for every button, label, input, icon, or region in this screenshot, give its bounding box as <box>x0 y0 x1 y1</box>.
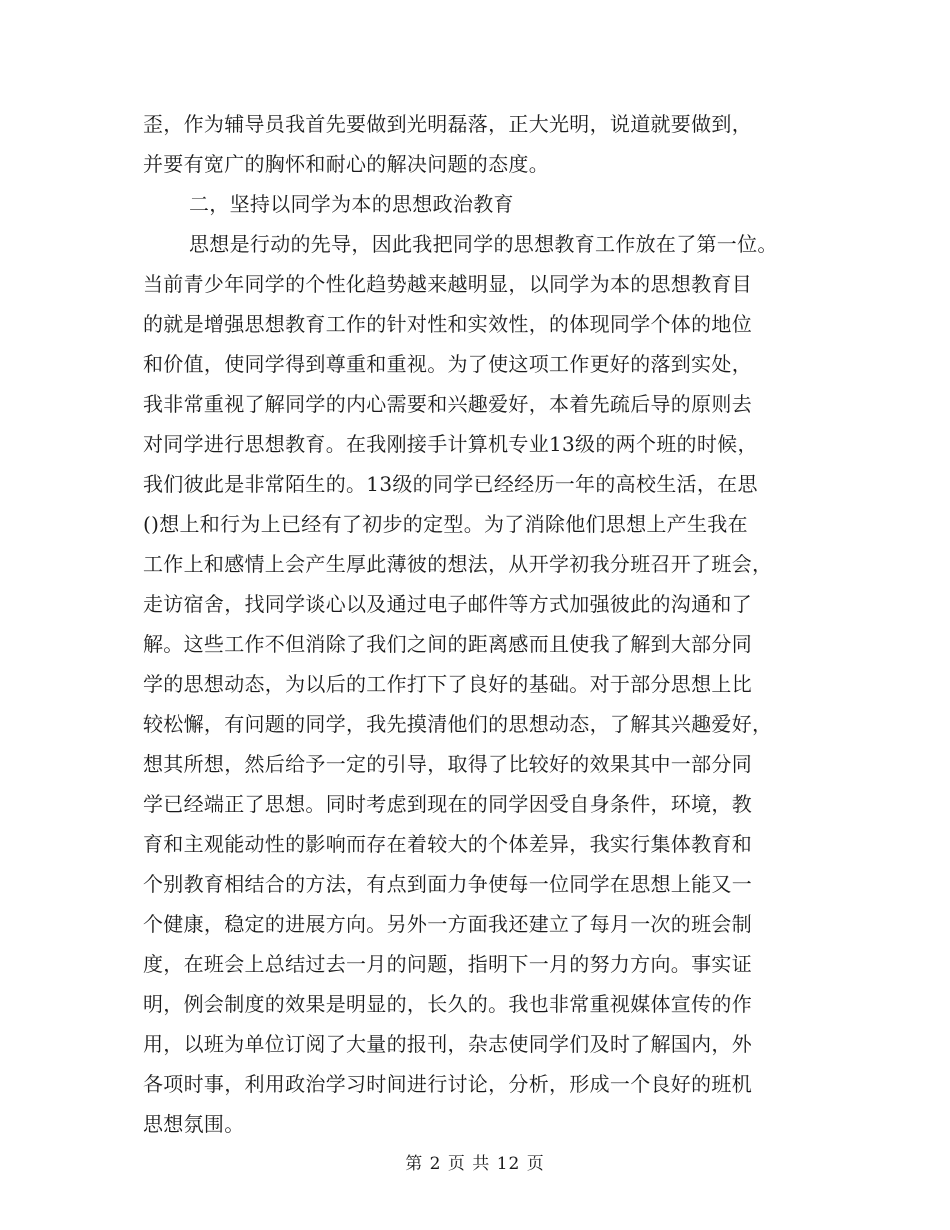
text-line: 用，以班为单位订阅了大量的报刊，杂志使同学们及时了解国内，外 <box>143 1032 752 1056</box>
text-line: 各项时事，利用政治学习时间进行讨论，分析，形成一个良好的班机 <box>143 1072 752 1096</box>
text-line: 的就是增强思想教育工作的针对性和实效性，的体现同学个体的地位 <box>143 312 752 336</box>
paragraph-first-line: 思想是行动的先导，因此我把同学的思想教育工作放在了第一位。 <box>189 232 778 256</box>
text-line: 度，在班会上总结过去一月的问题，指明下一月的努力方向。事实证 <box>143 952 752 976</box>
text-line: 和价值，使同学得到尊重和重视。为了使这项工作更好的落到实处， <box>143 352 752 376</box>
text-line: 我们彼此是非常陌生的。13级的同学已经经历一年的高校生活，在思 <box>143 472 758 496</box>
text-line: 并要有宽广的胸怀和耐心的解决问题的态度。 <box>143 152 549 176</box>
text-line: 明，例会制度的效果是明显的，长久的。我也非常重视媒体宣传的作 <box>143 992 752 1016</box>
text-line: ()想上和行为上已经有了初步的定型。为了消除他们思想上产生我在 <box>143 512 748 536</box>
text-line: 解。这些工作不但消除了我们之间的距离感而且使我了解到大部分同 <box>143 632 752 656</box>
text-line: 想其所想，然后给予一定的引导，取得了比较好的效果其中一部分同 <box>143 752 752 776</box>
text-line: 育和主观能动性的影响而存在着较大的个体差异，我实行集体教育和 <box>143 832 752 856</box>
text-line: 个健康，稳定的进展方向。另外一方面我还建立了每月一次的班会制 <box>143 912 752 936</box>
page-number-footer: 第 2 页 共 12 页 <box>405 1154 545 1174</box>
text-line: 当前青少年同学的个性化趋势越来越明显，以同学为本的思想教育目 <box>143 272 752 296</box>
text-line: 对同学进行思想教育。在我刚接手计算机专业13级的两个班的时候， <box>143 432 758 456</box>
body-text <box>143 104 823 1144</box>
text-line: 歪，作为辅导员我首先要做到光明磊落，正大光明，说道就要做到， <box>143 112 752 136</box>
text-line: 走访宿舍，找同学谈心以及通过电子邮件等方式加强彼此的沟通和了 <box>143 592 752 616</box>
text-line: 个别教育相结合的方法，有点到面力争使每一位同学在思想上能又一 <box>143 872 752 896</box>
text-line: 思想氛围。 <box>143 1112 245 1136</box>
text-line: 学的思想动态，为以后的工作打下了良好的基础。对于部分思想上比 <box>143 672 752 696</box>
section-heading: 二，坚持以同学为本的思想政治教育 <box>189 192 514 216</box>
text-line: 较松懈，有问题的同学，我先摸清他们的思想动态，了解其兴趣爱好， <box>143 712 773 736</box>
text-line: 工作上和感情上会产生厚此薄彼的想法，从开学初我分班召开了班会， <box>143 552 773 576</box>
text-line: 我非常重视了解同学的内心需要和兴趣爱好，本着先疏后导的原则去 <box>143 392 752 416</box>
text-line: 学已经端正了思想。同时考虑到现在的同学因受自身条件，环境，教 <box>143 792 752 816</box>
